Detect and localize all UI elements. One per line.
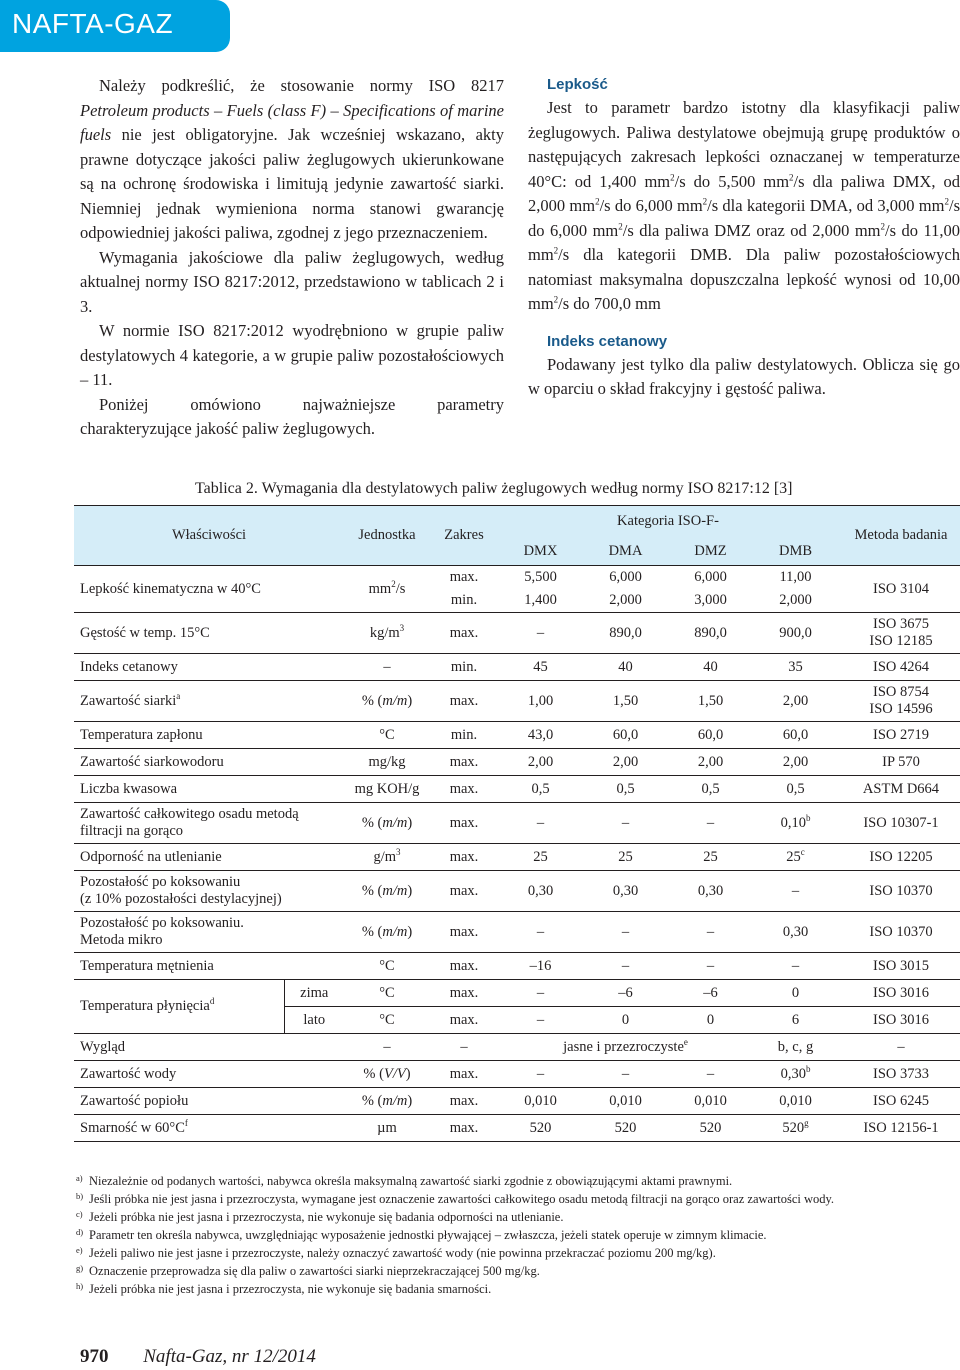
cell-dmx: –16	[498, 953, 583, 980]
paragraph-4: Poniżej omówiono najważniejsze parametry charakteryzujące jakość paliw żeglugowych.	[80, 394, 504, 438]
row-unit: °C	[344, 722, 430, 749]
paragraph-viscosity: Jest to parametr bardzo istotny dla klasyfikacji paliw żeglugowych. Paliwa destylatowe obejmują grupę produktów o następujących zakresach lepkości oznaczanej w temperaturze 40°C: od 1,400 $mm^2/s$ do 5,500 $mm^2/s$ dla paliwa DMX, od 2,000 $mm^2/s$ do 6,000 $mm^2/s$ dla kategorii DMA, od 3,000 $mm^2/s$ do 6,000 $mm^2/s$ dla paliwa DMZ oraz od 2,000 $mm^2/s$ do 11,00 $mm^2/s$ dla kategorii DMB. Dla paliw pozostałościowych natomiast maksymalna dopuszczalna lepkość wynosi od 10,00 $mm^2/s$ do 700,0 mm	[528, 98, 960, 313]
left-column	[80, 74, 504, 442]
cell-dmx: –	[498, 803, 583, 844]
row-unit: $mm^2/s$	[344, 566, 430, 613]
row-label: Gęstość w temp. 15°C	[74, 613, 344, 654]
cell-dma: –6	[583, 980, 668, 1007]
cell-dmb: 35	[753, 654, 838, 681]
row-label: Lepkość kinematyczna w 40°C	[74, 566, 344, 613]
row-range: max.	[430, 844, 498, 871]
cell-appearance: jasne i przezroczyste$^e$	[498, 1034, 753, 1061]
cell-dmz: 1,50	[668, 681, 753, 722]
page-number: 970	[80, 1346, 109, 1367]
row-method: ISO 3675 ISO 12185	[838, 613, 960, 654]
row-label: Pozostałość po koksowaniu (z 10% pozostałości destylacyjnej)	[74, 871, 344, 912]
cell-dmz: 25	[668, 844, 753, 871]
row-unit: % (m/m)	[344, 871, 430, 912]
table-row	[74, 566, 960, 590]
cell-dma: 6,000	[583, 566, 668, 590]
cell-dmb: 0	[753, 980, 838, 1007]
paragraph-cetane: Podawany jest tylko dla paliw destylatowych. Oblicza się go w oparciu o skład frakcyjny i gęstość paliwa.	[528, 354, 960, 398]
table-row	[74, 722, 960, 749]
cell-dmx: 520	[498, 1115, 583, 1142]
row-label: Zawartość całkowitego osadu metodą filtracji na gorąco	[74, 803, 344, 844]
row-unit: –	[344, 1034, 430, 1061]
cell-dmz: –6	[668, 980, 753, 1007]
header-dmb: DMB	[753, 538, 838, 566]
cell-dma: 0,010	[583, 1088, 668, 1115]
cell-dmb: 2,00	[753, 681, 838, 722]
row-method: ISO 3015	[838, 953, 960, 980]
cell-dmz: 0,30	[668, 871, 753, 912]
section-heading-cetane: Indeks cetanowy	[547, 332, 668, 350]
row-unit: µm	[344, 1115, 430, 1142]
row-label: Zawartość popiołu	[74, 1088, 344, 1115]
footnote: a) Niezależnie od podanych wartości, nabywca określa maksymalną zawartość siarki zgodnie z obowiązującymi aktami prawnymi.	[76, 1173, 733, 1188]
row-method: ISO 12156-1	[838, 1115, 960, 1142]
header-range: Zakres	[430, 506, 498, 566]
cell-dmb: –	[753, 871, 838, 912]
cell-dmb: 0,5	[753, 776, 838, 803]
footnote: b) Jeśli próbka nie jest jasna i przezroczysta, wymagane jest oznaczenie zawartości całkowitego osadu metodą filtracji na gorąco oraz zawartości wody.	[76, 1191, 835, 1206]
cell-dmb: 900,0	[753, 613, 838, 654]
header-unit: Jednostka	[344, 506, 430, 566]
cell-dma: 40	[583, 654, 668, 681]
cell-dmb: 0,10$^b$	[753, 803, 838, 844]
cell-dmx: 0,010	[498, 1088, 583, 1115]
cell-dma: 520	[583, 1115, 668, 1142]
row-label: Zawartość siarki$^a$	[74, 681, 344, 722]
footnotes	[76, 1172, 934, 1298]
row-range: max.	[430, 1007, 498, 1034]
row-method: ISO 10307-1	[838, 803, 960, 844]
row-unit: % (m/m)	[344, 912, 430, 953]
row-range: min.	[430, 654, 498, 681]
header-dma: DMA	[583, 538, 668, 566]
table-row	[74, 912, 960, 953]
cell-dmb: 25$^c$	[753, 844, 838, 871]
cell-dmb: 60,0	[753, 722, 838, 749]
journal-issue: Nafta-Gaz, nr 12/2014	[143, 1346, 316, 1367]
row-unit: mg/kg	[344, 749, 430, 776]
row-unit: –	[344, 654, 430, 681]
cell-dmx: 1,00	[498, 681, 583, 722]
cell-dmb: 520$^g$	[753, 1115, 838, 1142]
journal-title: NAFTA-GAZ	[12, 8, 174, 39]
cell-dmb: 2,00	[753, 749, 838, 776]
cell-dma: –	[583, 912, 668, 953]
cell-dmz: 3,000	[668, 589, 753, 613]
row-unit: % (m/m)	[344, 1088, 430, 1115]
row-range: max.	[430, 1061, 498, 1088]
cell-dmb: 11,00	[753, 566, 838, 590]
row-range: max.	[430, 871, 498, 912]
footnote: d) Parametr ten określa nabywca, uwzględniając wyposażenie jednostki pływającej – zwłaszcza, jeżeli statek operuje w zimnym klimacie.	[76, 1227, 767, 1242]
row-range: max.	[430, 1115, 498, 1142]
row-unit: % (m/m)	[344, 803, 430, 844]
spec-table	[74, 505, 960, 1142]
table-caption: Tablica 2. Wymagania dla destylatowych paliw żeglugowych według normy ISO 8217:12 [3]	[195, 480, 793, 497]
row-label: Wygląd	[74, 1034, 344, 1061]
cell-dma: 0,5	[583, 776, 668, 803]
row-method: ASTM D664	[838, 776, 960, 803]
cell-dmx: –	[498, 1061, 583, 1088]
row-method: IP 570	[838, 749, 960, 776]
cell-dma: 890,0	[583, 613, 668, 654]
row-label: Temperatura zapłonu	[74, 722, 344, 749]
cell-dmb: –	[753, 953, 838, 980]
cell-dmx: 1,400	[498, 589, 583, 613]
cell-dmz: –	[668, 803, 753, 844]
cell-dma: –	[583, 1061, 668, 1088]
row-range: max.	[430, 912, 498, 953]
header-dmx: DMX	[498, 538, 583, 566]
row-label: Indeks cetanowy	[74, 654, 344, 681]
row-unit: $g/m^3$	[344, 844, 430, 871]
row-season: zima	[284, 980, 344, 1007]
cell-dma: 60,0	[583, 722, 668, 749]
cell-dmb: 2,000	[753, 589, 838, 613]
cell-dmx: –	[498, 613, 583, 654]
right-column	[528, 74, 960, 402]
paragraph-3: W normie ISO 8217:2012 wyodrębniono w grupie paliw destylatowych 4 kategorie, a w grupie paliw pozostałościowych – 11.	[80, 321, 504, 389]
cell-dmx: –	[498, 980, 583, 1007]
cell-dma: 1,50	[583, 681, 668, 722]
row-label: Temperatura mętnienia	[74, 953, 344, 980]
paragraph-1: Należy podkreślić, że stosowanie normy ISO 8217 Petroleum products – Fuels (class F) – Specifications of marine fuels nie jest obligatoryjne. Jak wcześniej wskazano, akty prawne dotyczące jakości paliw żeglugowych ukierunkowane są na ochronę środowiska i limitują jedynie zawartość siarki. Niemniej jednak wymieniona norma stanowi gwarancję odpowiedniej jakości paliwa, zgodnej z jego przeznaczeniem.	[80, 76, 504, 242]
cell-dmx: –	[498, 1007, 583, 1034]
cell-dmz: 6,000	[668, 566, 753, 590]
header-bar	[0, 0, 230, 52]
table-row	[74, 1061, 960, 1088]
cell-dmz: 520	[668, 1115, 753, 1142]
table-row	[74, 871, 960, 912]
row-range: min.	[430, 722, 498, 749]
table-row	[74, 953, 960, 980]
cell-dmb: 0,010	[753, 1088, 838, 1115]
row-label: Smarność w $60^\circ C^f$	[74, 1115, 344, 1142]
row-unit: mg KOH/g	[344, 776, 430, 803]
row-method: ISO 10370	[838, 912, 960, 953]
cell-dmb: 6	[753, 1007, 838, 1034]
cell-dmz: 890,0	[668, 613, 753, 654]
cell-dmz: 0	[668, 1007, 753, 1034]
paragraph-2: Wymagania jakościowe dla paliw żeglugowych, według aktualnej normy ISO 8217:2012, przedstawiono w tablicach 2 i 3.	[80, 247, 504, 316]
table-row	[74, 613, 960, 654]
row-method: ISO 10370	[838, 871, 960, 912]
cell-dma: 25	[583, 844, 668, 871]
table-row	[74, 749, 960, 776]
cell-dmz: 60,0	[668, 722, 753, 749]
row-method: ISO 2719	[838, 722, 960, 749]
cell-dmx: 45	[498, 654, 583, 681]
row-range: max.	[430, 953, 498, 980]
cell-dmz: –	[668, 1061, 753, 1088]
table-row	[74, 980, 960, 1007]
table-row	[74, 1088, 960, 1115]
cell-dmx: 0,30	[498, 871, 583, 912]
row-range: max.	[430, 980, 498, 1007]
table-row	[74, 1115, 960, 1142]
footnote: g) Oznaczenie przeprowadza się dla paliw o zawartości siarki nieprzekraczającej 500 mg/kg.	[76, 1263, 540, 1278]
cell-dma: 2,000	[583, 589, 668, 613]
table-row	[74, 1034, 960, 1061]
row-method: ISO 3104	[838, 566, 960, 613]
row-range: max.	[430, 1088, 498, 1115]
table-row	[74, 654, 960, 681]
row-unit: $kg/m^3$	[344, 613, 430, 654]
row-range: max.	[430, 803, 498, 844]
cell-dma: –	[583, 803, 668, 844]
header-dmz: DMZ	[668, 538, 753, 566]
cell-dmx: –	[498, 912, 583, 953]
row-method: ISO 12205	[838, 844, 960, 871]
cell-dmz: 40	[668, 654, 753, 681]
cell-dma: 0,30	[583, 871, 668, 912]
cell-dmz: 0,010	[668, 1088, 753, 1115]
row-method: ISO 3733	[838, 1061, 960, 1088]
row-range: max.	[430, 776, 498, 803]
cell-dmz: 0,5	[668, 776, 753, 803]
table-row	[74, 776, 960, 803]
section-heading-viscosity: Lepkość	[547, 76, 608, 93]
row-method: ISO 4264	[838, 654, 960, 681]
cell-dmx: 25	[498, 844, 583, 871]
footnote: c) Jeżeli próbka nie jest jasna i przezroczysta, nie wykonuje się badania odporności na utlenianie.	[76, 1209, 564, 1224]
row-season: lato	[284, 1007, 344, 1034]
row-label: Pozostałość po koksowaniu. Metoda mikro	[74, 912, 344, 953]
row-method: ISO 8754 ISO 14596	[838, 681, 960, 722]
row-method: –	[838, 1034, 960, 1061]
cell-dmb: 0,30	[753, 912, 838, 953]
row-method: ISO 6245	[838, 1088, 960, 1115]
page-footer	[80, 1346, 316, 1368]
footnote: e) Jeżeli paliwo nie jest jasne i przezroczyste, należy oznaczyć zawartość wody (nie powinna przekraczać poziomu 200 mg/kg).	[76, 1245, 716, 1260]
row-label: Zawartość siarkowodoru	[74, 749, 344, 776]
row-label: Liczba kwasowa	[74, 776, 344, 803]
cell-dmx: 43,0	[498, 722, 583, 749]
cell-dmz: 2,00	[668, 749, 753, 776]
row-range: min.	[430, 589, 498, 613]
header-category: Kategoria ISO-F-	[498, 506, 838, 538]
footnote: h) Jeżeli próbka nie jest jasna i przezroczysta, nie wykonuje się badania smarności.	[76, 1281, 492, 1296]
cell-dmz: –	[668, 912, 753, 953]
cell-dma: –	[583, 953, 668, 980]
row-label: Temperatura płynięcia$^d$	[74, 980, 284, 1034]
row-label: Odporność na utlenianie	[74, 844, 344, 871]
row-method: ISO 3016	[838, 1007, 960, 1034]
row-range: max.	[430, 613, 498, 654]
row-range: –	[430, 1034, 498, 1061]
cell-dma: 0	[583, 1007, 668, 1034]
row-unit: % (m/m)	[344, 681, 430, 722]
cell-dmb: 0,30$^b$	[753, 1061, 838, 1088]
table-row	[74, 803, 960, 844]
row-unit: °C	[344, 980, 430, 1007]
row-label: Zawartość wody	[74, 1061, 344, 1088]
row-range: max.	[430, 681, 498, 722]
cell-dmx: 2,00	[498, 749, 583, 776]
cell-dmx: 5,500	[498, 566, 583, 590]
cell-dmx: 0,5	[498, 776, 583, 803]
row-unit: % (V/V)	[344, 1061, 430, 1088]
header-method: Metoda badania	[838, 506, 960, 566]
row-range: max.	[430, 566, 498, 590]
row-unit: °C	[344, 1007, 430, 1034]
header-properties: Właściwości	[74, 506, 344, 566]
cell-dma: 2,00	[583, 749, 668, 776]
row-range: max.	[430, 749, 498, 776]
row-method: ISO 3016	[838, 980, 960, 1007]
cell-dmz: –	[668, 953, 753, 980]
table-row	[74, 681, 960, 722]
row-unit: °C	[344, 953, 430, 980]
cell-dmb: b, c, g	[753, 1034, 838, 1061]
table-row	[74, 844, 960, 871]
